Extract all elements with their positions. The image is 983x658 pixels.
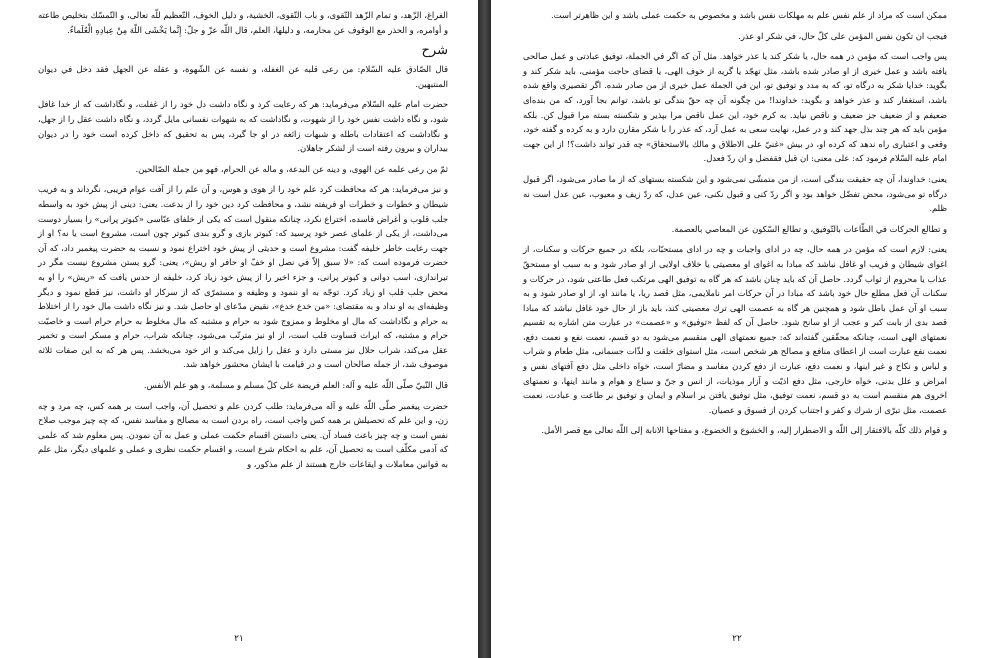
section-heading: شرح xyxy=(421,43,448,59)
right-page xyxy=(491,0,983,658)
left-page xyxy=(0,0,478,658)
text-paragraph: الفراغ، الزّهد، و تمام الزّهد التّقوى، و باب التّقوى، الخشية، و دليل الخوف، التّعظيم للّه تعالى، و التّمسّك بتخليص طاعته و أوامره، و الحذر مع الوقوف عن محارمه، و دليلها، العلم، قال اللّه عزّ و جلّ: إِنَّما يَخْشَى اللّهَ مِنْ عِبادِهِ الْعُلَماءُ. xyxy=(38,10,448,35)
text-paragraph: حضرت پيغمبر صلّى اللّه عليه و آله مى‌فرمايد: طلب كردن علم و تحصيل آن، واجب است بر همه كس، چه مرد و چه زن، و اين علم كه تحصيلش بر همه كس واجب است، راه بردن است به مصالح و مفاسد نفس، كه چه چيز موجب صلاح نفس است و چه چيز باعث فساد آن. يعنى دانستن اقسام حكمت عملى و عمل به آن نمودن. پس معلوم شد كه علمى كه آدمى مكلّف است به تحصيل آن، علم به احكام شرع است، و اقسام حكمت نظرى و عملى و علمهاى ديگر، مثل علم به قوانين معاملات و ايقاعات خارج هستند از علم مذكور، و xyxy=(38,400,448,470)
text-paragraph: يعنى: خداوندا، آن چه حقيقت بندگى است، از من متمشّى نمى‌شود و اين شكسته بستهاى كه از ما صادر مى‌شود، اگر قبول درگاه تو مى‌شود، محض تفضّل خواهد بود و اگر ردّ كنى و قبول نكنى، عين عدل، كه ردّ زيف و معيوب، عين عدل است نه ظلم. xyxy=(523,173,947,214)
page-number: ۲۱ xyxy=(234,634,244,644)
text-paragraph: ممكن است كه مراد از علم نفس علم به مهلكات نفس باشد و مخصوص به حكمت عملى باشد و اين ظاهرتر است. xyxy=(550,10,947,20)
text-paragraph: قال الصّادق عليه السّلام: من رعى قلبه عن الغفلة، و نفسه عن الشّهوة، و عقله عن الجهل فقد دخل في ديوان المنتبهين. xyxy=(38,64,448,89)
text-paragraph: و نيز مى‌فرمايد: هر كه محافظت كرد علم خود را از هوى و هوس، و آن علم را از آفت عوام فريبى، نگرداند و به فريب شيطان و خطوات و خطرات او فريفته نشد، و محافظت كرد دين خود را از بدعت. يعنى: دينى از پيش خود به واسطه جلب قلوب و أغراض فاسده، اختراع نكرد، چنانكه منقول است كه يكى از خلفاى عبّاسى «كبوتر پرانى» را بسيار دوست مى‌داشت، از يكى از علماى عصر خود پرسيد كه: كبوتر بازى و گرو بندى كبوتر چون است، مشروع است يا نه؟ او از جهت رعايت خاطر خليفه گفت: مشروع است و حديثى از پيش خود اختراع نمود و نسبت به حضرت پيغمبر داد، كه آن حضرت فرموده است كه: «لا سبق إلاّ في نصل او خفّ او حافر او ريش»، يعنى: گرو بستن مشروع نيست مگر در تيراندازى، اسب دوانى و كبوتر پرانى، و جزء اخير را از پيش خود زياد كرد، خليفه از حدس يافت كه «ريش» را او به محض جلب قلب او زياد كرد. توجّه به او ننمود و وظيفه و مستمرّى كه از سركار او داشت، نيز قطع نمود و ديگر وظيفه‌اى به او نداد و به مقتضاى: «من خدع خدع»، نقيض مدّعاى او حاصل شد. و نيز نگاه داشت مال خود را از اختلاط به حرام و نگاداشت كه مال او مخلوط و ممزوج شود به حرام و مشتبه كه مال مخلوط به حرام حرام است و خاصيّت حرام و مشتبه، كه ايراث قساوت قلب است، از او نيز مترتّب مى‌شود، چنانكه شراب، حرام و مسكر است و تخمير عقل مى‌كند، شراب حلال نيز مستى دارد و عقل را زايل مى‌كند و اثر خود مى‌بخشد. پس هر كه به اين صفات ثلاثه موصوف شد، از جمله صالحان است و در قيامت با ايشان محشور خواهد شد. xyxy=(38,184,448,370)
text-paragraph: قال النّبيّ صلّى اللّه عليه و آله: العلم فريضة على كلّ مسلم و مسلمة، و هو علم الأنفس. xyxy=(143,380,448,391)
page-number: ۲۲ xyxy=(732,634,742,644)
text-paragraph: ثمّ من رعى علمه عن الهوى، و دينه عن البدعة، و ماله عن الحرام، فهو من جملة الصّالحين. xyxy=(135,163,448,174)
text-paragraph: و قوام ذلك كلّه بالافتقار إلى اللّه و الاضطرار إليه، و الخشوع و الخضوع، و مفتاحها الانابة إلى اللّه تعالى مع قصر الأمل. xyxy=(541,425,947,436)
text-paragraph: يعنى: لازم است كه مؤمن در همه حال، چه در اداى واجبات و چه در اداى مستحبّات، بلكه در جميع حركات و سكنات، از اغواى شيطان و فريب او غافل نباشد كه مبادا به اغواى او معصيتى يا خلاف اولايى از او صادر شود و به سبب او مستحقّ عذاب يا محروم از ثواب گردد. حاصل آن كه بايد چنان باشد كه هر گاه به توفيق الهى مرتكب فعل طاعتى شود، در حركات و سكنات آن فعل مطلع حال خود باشد كه مبادا در آن حركات امر ناملايمى، مثل قصد ريا، يا مانند او، از او صادر شود و به سبب او آن عمل باطل شود و همچنين هر گاه به عصمت الهى ترك معصيتى كند، بايد باز از حال خود غافل نباشد كه مبادا قصد بدى از بابت كبر و عجب از او سانح شود. حاصل آن كه لفظ «توفيق» و «عصمت» در عبارت متن اشاره به تقسيم نعمتهاى الهى است، چنانكه محقّقين گفته‌اند كه: جميع نعمتهاى الهى منقسم مى‌شود به دو قسم، نعمت نفع و نعمت دفع، نعمت نفع عبارت است از اعطاى منافع و مصالح هر شخص است، مثل استواى خلقت و لذّات جسمانى، مثل طعام و شراب و لباس و نكاح و غير اينها، و نعمت دفع، عبارت از دفع كردن مفاسد و مضارّ است، خواه داخلى مثل دفع آفتهاى نفس و امراض و علل بدنى، خواه خارجى، مثل دفع اذيّت و آزار موذيات، از انس و جنّ و سباع و هوام و مانند اينها، و نعمتهاى اخروى هم منقسم است به دو قسم، نعمت توفيق، مثل توفيق يافتن بر اسلام و ايمان و توفيق بر طاعت و عبادت، نعمت عصمت، مثل تبرّى از شرك و كفر و اجتناب كردن از فسوق و عصيان. xyxy=(523,244,947,415)
text-paragraph: پس واجب است كه مؤمن در همه حال، يا شكر كند يا عذر خواهد. مثل آن كه اگر في الجملة، توفيق عبادتى و عمل صالحى يافته باشد و عمل خيرى از او صادر شده باشد، مثل تهجّد يا گريه از خوف الهى، يا قضاى حاجت مؤمنى، بايد شكر كند و بگويد: خدايا شكر به درگاه تو، كه به مدد و توفيق تو، اين في الجملة عمل خيرى از من صادر شده. اگر تقصيرى واقع شده باشد، استغفار كند و عذر خواهد و بگويد: خداوندا! من چگونه آن چه حقّ بندگى تو باشد، توانم بجا آورد، كه من بنده‌اى ضعيفم و از ضعيف جز ضعيف و ناقص نيايد. به كرم خود، اين عمل ناقص مرا بپذير و شكسته بسته مرا قبول كن. بلكه مؤمن بايد كه هر چند بذل جهد كند و در عمل، نهايت سعى به عمل آرد، كه عذر را با شكر مقارن دارد و به كرده و گفته خود، وقعى و اعتبارى راه ندهد كه كرده او، در بيش «غنيّ على الاطلاق و مالك بالاستحقاق» چه قدر تواند داشت؟! از اين جهت امام عليه السّلام فرمود كه: على معنى: ان قبل فقفضل و ان ردّ فعدل. xyxy=(523,51,947,164)
text-paragraph: حضرت امام عليه السّلام مى‌فرمايد: هر كه رعايت كرد و نگاه داشت دل خود را از غفلت، و نگاداشت كه از خدا غافل شود، و نگاه داشت نفس خود را از شهوت، و نگاداشت كه به شهوات نفسانى مايل گردد، و نگاه داشت عقل را از جهل، و نگاداشت كه اعتقادات باطله و شبهات زائغه در او جا گيرد، پس به تحقيق كه داخل كرده است خود را در ديوان بيداران و بيرون رفته است از لشكر جاهلان. xyxy=(38,99,448,154)
book-spine xyxy=(478,0,491,658)
text-paragraph: و تطالع الحركات في الطّاعات بالتّوفيق، و تطالع السّكون عن المعاصي بالعصمة. xyxy=(671,223,947,234)
text-paragraph: فيجب ان تكون نفس المؤمن على كلّ حال، في شكر او عذر. xyxy=(738,30,947,41)
